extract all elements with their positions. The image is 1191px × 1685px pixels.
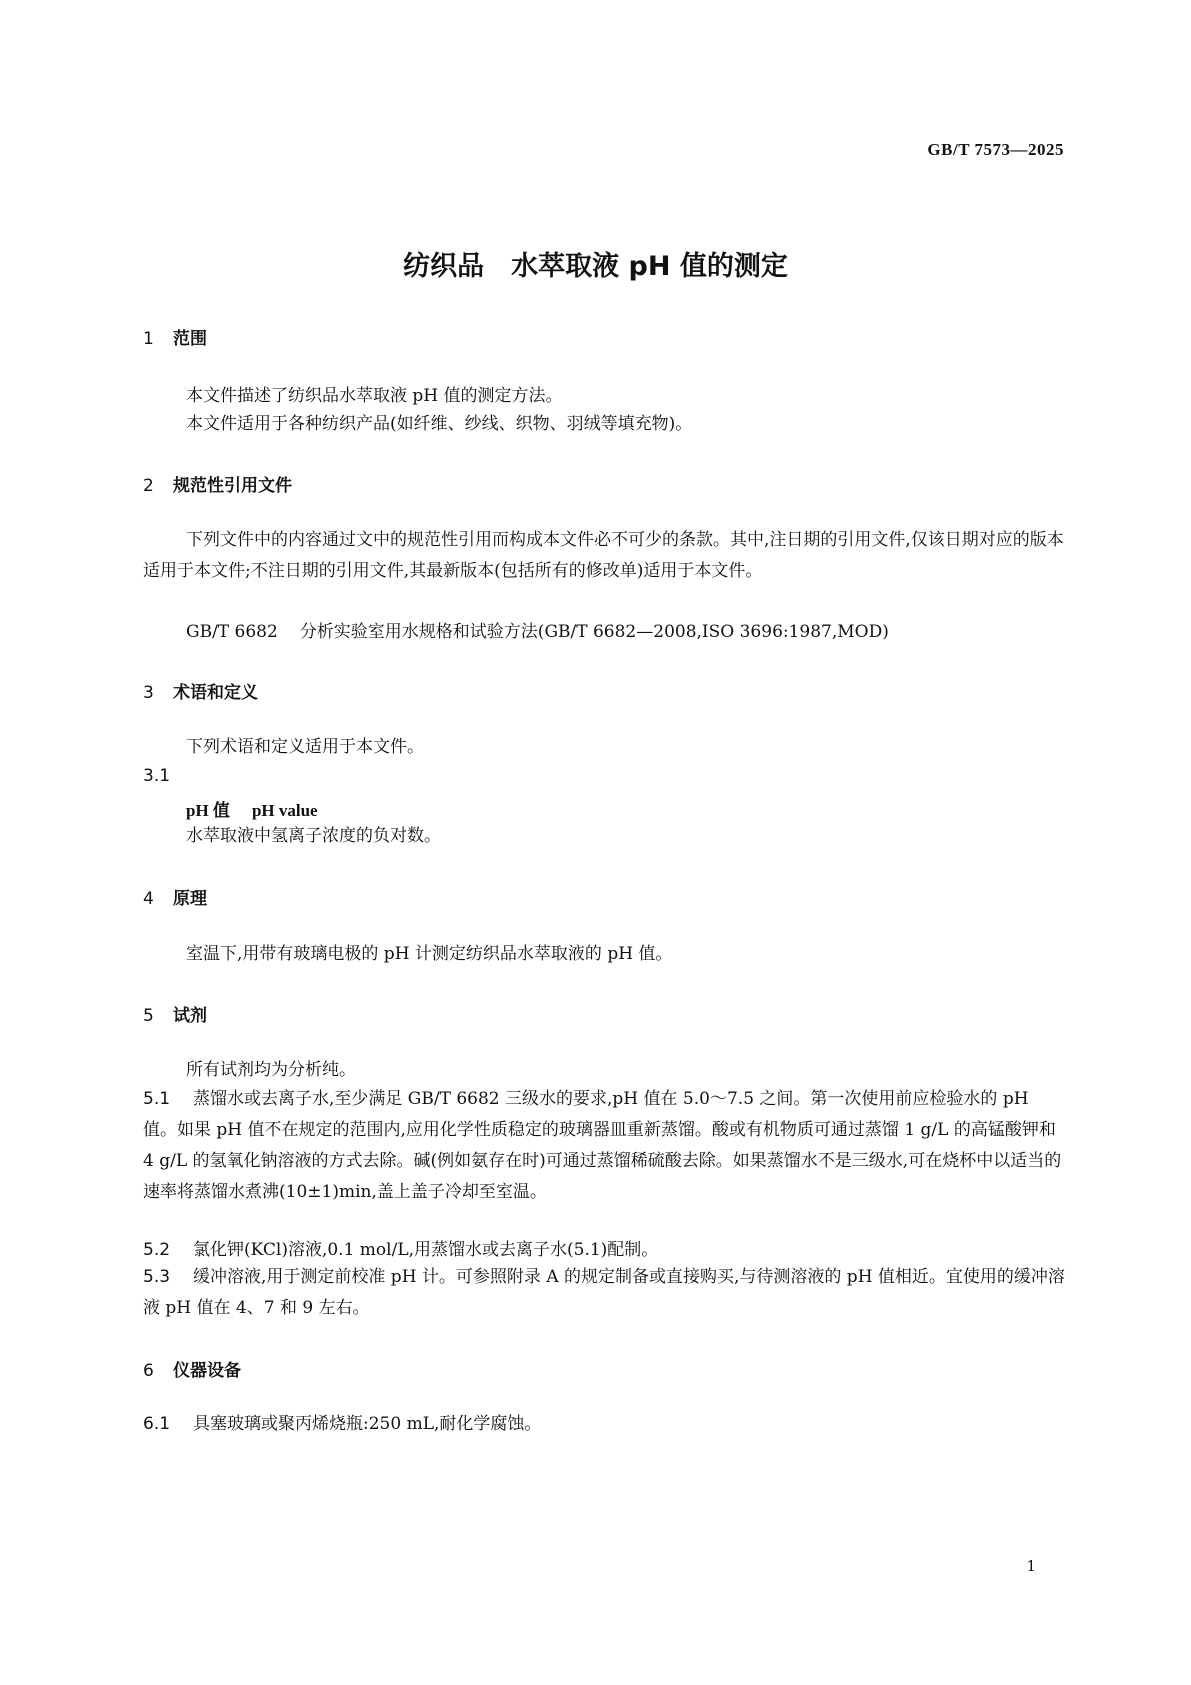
clause-6-1	[143, 1409, 1065, 1440]
section-number: 3	[143, 683, 154, 703]
clause-text: 氯化钾(KCl)溶液,0.1 mol/L,用蒸馏水或去离子水(5.1)配制。	[193, 1240, 659, 1260]
clause-number: 5.2	[143, 1240, 171, 1260]
clause-number: 5.1	[143, 1089, 171, 1109]
term-chinese: pH 值	[186, 801, 230, 820]
section-title: 原理	[173, 889, 207, 909]
section-number: 1	[143, 329, 154, 349]
section-number: 6	[143, 1361, 154, 1381]
paragraph: 本文件描述了纺织品水萃取液 pH 值的测定方法。	[186, 386, 563, 406]
reference-title: 分析实验室用水规格和试验方法(GB/T 6682—2008,ISO 3696:1987,MOD)	[299, 622, 889, 642]
paragraph: 下列术语和定义适用于本文件。	[186, 737, 424, 757]
section-3-heading	[143, 678, 258, 703]
standard-code: GB/T 7573—2025	[927, 140, 1064, 159]
page-number: 1	[1026, 1557, 1036, 1575]
section-title: 规范性引用文件	[173, 476, 292, 496]
term-english: pH value	[251, 801, 318, 820]
clause-text: 具塞玻璃或聚丙烯烧瓶:250 mL,耐化学腐蚀。	[193, 1414, 542, 1434]
term-number: 3.1	[143, 766, 171, 786]
term-definition: 水萃取液中氢离子浓度的负对数。	[186, 826, 441, 846]
clause-text: 缓冲溶液,用于测定前校准 pH 计。可参照附录 A 的规定制备或直接购买,与待测溶液的 pH 值相近。宜使用的缓冲溶液 pH 值在 4、7 和 9 左右。	[143, 1267, 1065, 1318]
section-number: 5	[143, 1006, 154, 1026]
section-title: 范围	[173, 329, 207, 349]
paragraph: 室温下,用带有玻璃电极的 pH 计测定纺织品水萃取液的 pH 值。	[186, 944, 673, 964]
section-title: 仪器设备	[173, 1361, 241, 1381]
section-1-heading	[143, 324, 207, 349]
section-6-heading	[143, 1356, 241, 1381]
normative-reference	[186, 617, 889, 648]
term-entry	[186, 796, 318, 821]
section-number: 2	[143, 476, 154, 496]
section-number: 4	[143, 889, 154, 909]
clause-number: 5.3	[143, 1267, 171, 1287]
section-title: 术语和定义	[173, 683, 258, 703]
section-4-heading	[143, 884, 207, 909]
clause-number: 6.1	[143, 1414, 171, 1434]
paragraph: 本文件适用于各种纺织产品(如纤维、纱线、织物、羽绒等填充物)。	[186, 414, 693, 434]
section-5-heading	[143, 1001, 207, 1026]
paragraph: 下列文件中的内容通过文中的规范性引用而构成本文件必不可少的条款。其中,注日期的引用文件,仅该日期对应的版本适用于本文件;不注日期的引用文件,其最新版本(包括所有的修改单)适用于本文件。	[143, 530, 1064, 581]
reference-code: GB/T 6682	[186, 622, 278, 642]
clause-text: 蒸馏水或去离子水,至少满足 GB/T 6682 三级水的要求,pH 值在 5.0～7.5 之间。第一次使用前应检验水的 pH 值。如果 pH 值不在规定的范围内,应用化学性质稳定的玻璃器皿重新蒸馏。酸或有机物质可通过蒸馏 1 g/L 的高锰酸钾和 4 g/L 的氢氧化钠溶液的方式去除。碱(例如氨存在时)可通过蒸馏稀硫酸去除。如果蒸馏水不是三级水,可在烧杯中以适当的速率将蒸馏水煮沸(10±1)min,盖上盖子冷却至室温。	[143, 1089, 1062, 1202]
clause-5-1	[143, 1084, 1065, 1208]
section-title: 试剂	[173, 1006, 207, 1026]
document-title: 纺织品 水萃取液 pH 值的测定	[403, 251, 788, 282]
section-2-heading	[143, 471, 292, 496]
clause-5-3	[143, 1262, 1065, 1324]
paragraph: 所有试剂均为分析纯。	[186, 1060, 356, 1080]
